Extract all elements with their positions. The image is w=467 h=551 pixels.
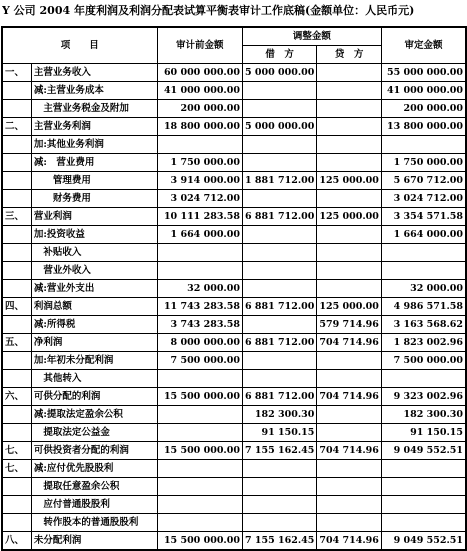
pre-audit-amount: 15 500 000.00 bbox=[157, 442, 242, 460]
row-index bbox=[2, 136, 31, 154]
row-index bbox=[2, 514, 31, 532]
debit-amount bbox=[242, 190, 316, 208]
debit-amount: 1 881 712.00 bbox=[242, 172, 316, 190]
credit-amount bbox=[317, 352, 382, 370]
row-item: 加:投资收益 bbox=[31, 226, 157, 244]
audited-amount bbox=[381, 460, 466, 478]
credit-amount: 704 714.96 bbox=[317, 388, 382, 406]
credit-amount bbox=[317, 424, 382, 442]
audited-amount: 7 500 000.00 bbox=[381, 352, 466, 370]
row-index bbox=[2, 244, 31, 262]
pre-audit-amount: 18 800 000.00 bbox=[157, 118, 242, 136]
document-title: Y 公司 2004 年度利润及利润分配表试算平衡表审计工作底稿(金额单位：人民币元) bbox=[2, 4, 415, 17]
row-item: 减: 营业费用 bbox=[31, 154, 157, 172]
table-row bbox=[2, 136, 466, 154]
header-adjustment: 调整金额 bbox=[242, 27, 381, 46]
row-item: 减:营业外支出 bbox=[31, 280, 157, 298]
audited-amount: 200 000.00 bbox=[381, 100, 466, 118]
debit-amount: 6 881 712.00 bbox=[242, 334, 316, 352]
row-index bbox=[2, 352, 31, 370]
pre-audit-amount: 32 000.00 bbox=[157, 280, 242, 298]
row-item: 加:其他业务利润 bbox=[31, 136, 157, 154]
audited-amount: 5 670 712.00 bbox=[381, 172, 466, 190]
pre-audit-amount: 60 000 000.00 bbox=[157, 64, 242, 82]
pre-audit-amount bbox=[157, 406, 242, 424]
audited-amount: 3 024 712.00 bbox=[381, 190, 466, 208]
audited-amount: 9 049 552.51 bbox=[381, 442, 466, 460]
audited-amount bbox=[381, 514, 466, 532]
table-row bbox=[2, 118, 466, 136]
audited-amount bbox=[381, 496, 466, 514]
pre-audit-amount bbox=[157, 244, 242, 262]
debit-amount bbox=[242, 460, 316, 478]
audited-amount: 9 323 002.96 bbox=[381, 388, 466, 406]
table-row bbox=[2, 100, 466, 118]
pre-audit-amount: 15 500 000.00 bbox=[157, 388, 242, 406]
pre-audit-amount bbox=[157, 136, 242, 154]
row-item: 营业利润 bbox=[31, 208, 157, 226]
row-index bbox=[2, 226, 31, 244]
credit-amount: 704 714.96 bbox=[317, 532, 382, 551]
credit-amount bbox=[317, 262, 382, 280]
row-index bbox=[2, 100, 31, 118]
table-row bbox=[2, 64, 466, 82]
header-credit: 贷 方 bbox=[317, 46, 382, 64]
table-row bbox=[2, 478, 466, 496]
pre-audit-amount bbox=[157, 262, 242, 280]
credit-amount bbox=[317, 496, 382, 514]
pre-audit-amount: 200 000.00 bbox=[157, 100, 242, 118]
table-row bbox=[2, 388, 466, 406]
row-item: 减:主营业务成本 bbox=[31, 82, 157, 100]
row-item: 主营业务税金及附加 bbox=[31, 100, 157, 118]
credit-amount bbox=[317, 406, 382, 424]
table-row bbox=[2, 442, 466, 460]
table-row bbox=[2, 154, 466, 172]
credit-amount: 704 714.96 bbox=[317, 442, 382, 460]
pre-audit-amount: 41 000 000.00 bbox=[157, 82, 242, 100]
audited-amount: 41 000 000.00 bbox=[381, 82, 466, 100]
table-row bbox=[2, 298, 466, 316]
header-debit: 借 方 bbox=[242, 46, 316, 64]
row-index bbox=[2, 370, 31, 388]
debit-amount bbox=[242, 100, 316, 118]
row-item: 提取法定公益金 bbox=[31, 424, 157, 442]
debit-amount bbox=[242, 478, 316, 496]
table-row bbox=[2, 334, 466, 352]
debit-amount bbox=[242, 316, 316, 334]
credit-amount bbox=[317, 226, 382, 244]
debit-amount bbox=[242, 262, 316, 280]
pre-audit-amount bbox=[157, 478, 242, 496]
pre-audit-amount: 15 500 000.00 bbox=[157, 532, 242, 551]
pre-audit-amount bbox=[157, 496, 242, 514]
row-index: 八、 bbox=[2, 532, 31, 551]
pre-audit-amount bbox=[157, 514, 242, 532]
row-index bbox=[2, 316, 31, 334]
row-index bbox=[2, 478, 31, 496]
row-item: 管理费用 bbox=[31, 172, 157, 190]
row-item: 转作股本的普通股股利 bbox=[31, 514, 157, 532]
row-index: 五、 bbox=[2, 334, 31, 352]
pre-audit-amount: 11 743 283.58 bbox=[157, 298, 242, 316]
pre-audit-amount: 1 750 000.00 bbox=[157, 154, 242, 172]
audited-amount bbox=[381, 136, 466, 154]
credit-amount: 704 714.96 bbox=[317, 334, 382, 352]
header-row-1 bbox=[2, 27, 466, 46]
audited-amount bbox=[381, 262, 466, 280]
table-row bbox=[2, 82, 466, 100]
debit-amount: 6 881 712.00 bbox=[242, 388, 316, 406]
debit-amount bbox=[242, 370, 316, 388]
row-index bbox=[2, 172, 31, 190]
row-item: 利润总额 bbox=[31, 298, 157, 316]
audited-amount: 3 354 571.58 bbox=[381, 208, 466, 226]
credit-amount: 125 000.00 bbox=[317, 172, 382, 190]
debit-amount: 6 881 712.00 bbox=[242, 208, 316, 226]
debit-amount bbox=[242, 496, 316, 514]
audited-amount: 9 049 552.51 bbox=[381, 532, 466, 551]
audited-amount bbox=[381, 478, 466, 496]
table-row bbox=[2, 226, 466, 244]
row-index bbox=[2, 262, 31, 280]
row-item: 减:所得税 bbox=[31, 316, 157, 334]
table-row bbox=[2, 280, 466, 298]
table-row bbox=[2, 424, 466, 442]
row-item: 减:应付优先股股利 bbox=[31, 460, 157, 478]
debit-amount bbox=[242, 226, 316, 244]
row-index bbox=[2, 424, 31, 442]
table-row bbox=[2, 406, 466, 424]
table-row bbox=[2, 370, 466, 388]
row-item: 其他转入 bbox=[31, 370, 157, 388]
credit-amount bbox=[317, 514, 382, 532]
table-row bbox=[2, 532, 466, 551]
pre-audit-amount: 8 000 000.00 bbox=[157, 334, 242, 352]
row-item: 应付普通股股利 bbox=[31, 496, 157, 514]
row-index bbox=[2, 496, 31, 514]
row-item: 可供投资者分配的利润 bbox=[31, 442, 157, 460]
table-row bbox=[2, 172, 466, 190]
debit-amount bbox=[242, 154, 316, 172]
credit-amount bbox=[317, 478, 382, 496]
row-item: 补贴收入 bbox=[31, 244, 157, 262]
credit-amount bbox=[317, 190, 382, 208]
debit-amount bbox=[242, 244, 316, 262]
row-item: 提取任意盈余公积 bbox=[31, 478, 157, 496]
pre-audit-amount bbox=[157, 460, 242, 478]
credit-amount bbox=[317, 136, 382, 154]
credit-amount bbox=[317, 370, 382, 388]
debit-amount bbox=[242, 514, 316, 532]
credit-amount: 125 000.00 bbox=[317, 298, 382, 316]
row-index: 六、 bbox=[2, 388, 31, 406]
debit-amount: 5 000 000.00 bbox=[242, 64, 316, 82]
credit-amount bbox=[317, 82, 382, 100]
credit-amount: 125 000.00 bbox=[317, 208, 382, 226]
debit-amount: 91 150.15 bbox=[242, 424, 316, 442]
trial-balance-table bbox=[1, 26, 467, 551]
pre-audit-amount: 3 743 283.58 bbox=[157, 316, 242, 334]
table-row bbox=[2, 496, 466, 514]
credit-amount: 579 714.96 bbox=[317, 316, 382, 334]
row-item: 净利润 bbox=[31, 334, 157, 352]
audited-amount: 55 000 000.00 bbox=[381, 64, 466, 82]
credit-amount bbox=[317, 460, 382, 478]
debit-amount bbox=[242, 352, 316, 370]
header-pre-audit: 审计前金额 bbox=[157, 27, 242, 64]
header-item: 项 目 bbox=[2, 27, 157, 64]
row-item: 主营业务收入 bbox=[31, 64, 157, 82]
row-index: 七、 bbox=[2, 442, 31, 460]
debit-amount: 182 300.30 bbox=[242, 406, 316, 424]
credit-amount bbox=[317, 100, 382, 118]
credit-amount bbox=[317, 154, 382, 172]
credit-amount bbox=[317, 280, 382, 298]
credit-amount bbox=[317, 64, 382, 82]
audited-amount: 1 750 000.00 bbox=[381, 154, 466, 172]
pre-audit-amount: 1 664 000.00 bbox=[157, 226, 242, 244]
row-item: 主营业务利润 bbox=[31, 118, 157, 136]
row-item: 财务费用 bbox=[31, 190, 157, 208]
audited-amount: 1 823 002.96 bbox=[381, 334, 466, 352]
pre-audit-amount: 3 914 000.00 bbox=[157, 172, 242, 190]
debit-amount bbox=[242, 136, 316, 154]
row-item: 未分配利润 bbox=[31, 532, 157, 551]
row-index bbox=[2, 190, 31, 208]
row-item: 可供分配的利润 bbox=[31, 388, 157, 406]
table-row bbox=[2, 190, 466, 208]
pre-audit-amount bbox=[157, 424, 242, 442]
debit-amount: 6 881 712.00 bbox=[242, 298, 316, 316]
audited-amount: 1 664 000.00 bbox=[381, 226, 466, 244]
pre-audit-amount: 7 500 000.00 bbox=[157, 352, 242, 370]
row-item: 营业外收入 bbox=[31, 262, 157, 280]
debit-amount: 7 155 162.45 bbox=[242, 442, 316, 460]
pre-audit-amount: 10 111 283.58 bbox=[157, 208, 242, 226]
row-index: 七、 bbox=[2, 460, 31, 478]
table-row bbox=[2, 244, 466, 262]
row-index bbox=[2, 406, 31, 424]
credit-amount bbox=[317, 118, 382, 136]
table-row bbox=[2, 316, 466, 334]
pre-audit-amount bbox=[157, 370, 242, 388]
table-row bbox=[2, 460, 466, 478]
table-row bbox=[2, 262, 466, 280]
header-audited: 审定金额 bbox=[381, 27, 466, 64]
pre-audit-amount: 3 024 712.00 bbox=[157, 190, 242, 208]
audited-amount: 91 150.15 bbox=[381, 424, 466, 442]
row-index: 三、 bbox=[2, 208, 31, 226]
credit-amount bbox=[317, 244, 382, 262]
audited-amount: 182 300.30 bbox=[381, 406, 466, 424]
table-row bbox=[2, 208, 466, 226]
table-row bbox=[2, 514, 466, 532]
row-index: 一、 bbox=[2, 64, 31, 82]
audited-amount bbox=[381, 244, 466, 262]
row-index bbox=[2, 82, 31, 100]
debit-amount bbox=[242, 280, 316, 298]
table-row bbox=[2, 352, 466, 370]
debit-amount: 7 155 162.45 bbox=[242, 532, 316, 551]
row-index: 四、 bbox=[2, 298, 31, 316]
audited-amount: 4 986 571.58 bbox=[381, 298, 466, 316]
row-item: 减:提取法定盈余公积 bbox=[31, 406, 157, 424]
row-index bbox=[2, 154, 31, 172]
audited-amount: 13 800 000.00 bbox=[381, 118, 466, 136]
audited-amount bbox=[381, 370, 466, 388]
row-index: 二、 bbox=[2, 118, 31, 136]
debit-amount bbox=[242, 82, 316, 100]
debit-amount: 5 000 000.00 bbox=[242, 118, 316, 136]
row-item: 加:年初未分配利润 bbox=[31, 352, 157, 370]
audited-amount: 3 163 568.62 bbox=[381, 316, 466, 334]
audited-amount: 32 000.00 bbox=[381, 280, 466, 298]
row-index bbox=[2, 280, 31, 298]
